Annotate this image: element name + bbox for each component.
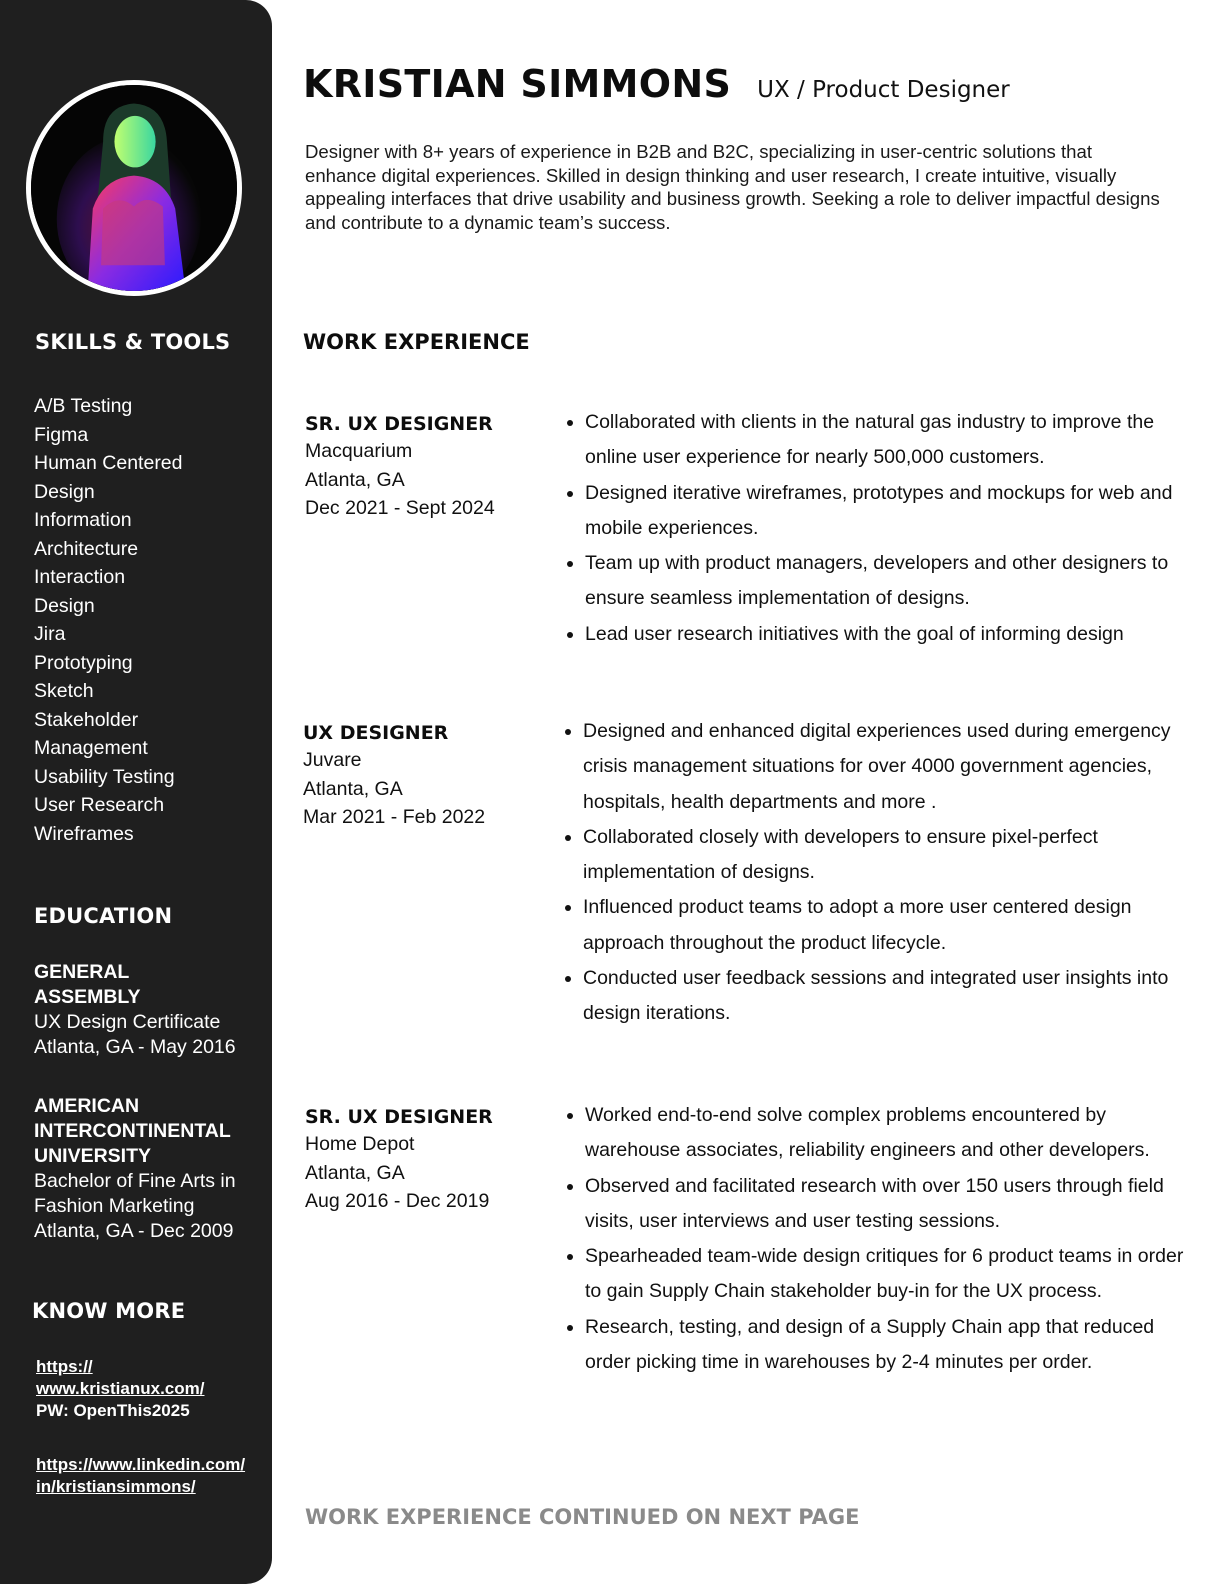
skills-heading: SKILLS & TOOLS	[35, 330, 231, 354]
job-title: SR. UX DESIGNER	[305, 1106, 493, 1128]
skill-item: User Research	[34, 794, 165, 816]
skill-item: Design	[34, 594, 95, 617]
sidebar	[0, 0, 272, 1584]
degree: Fashion Marketing	[34, 1195, 195, 1217]
job-bullet: • Collaborated with clients in the natural gas industry to improve the online user experience for nearly 500,000 customers.	[585, 405, 1195, 476]
school-name: AMERICAN	[34, 1095, 140, 1117]
education-entry	[34, 1094, 259, 1244]
education-detail: Atlanta, GA - Dec 2009	[34, 1220, 234, 1242]
profile-photo-illustration	[31, 85, 237, 291]
linkedin-link[interactable]	[36, 1454, 261, 1498]
skill-item: A/B Testing	[34, 395, 133, 417]
school-name: ASSEMBLY	[34, 986, 141, 1008]
skill-item: Prototyping	[34, 651, 133, 674]
job-location: Atlanta, GA	[305, 468, 405, 491]
job-bullet: • Spearheaded team-wide design critiques for 6 product teams in order to gain Supply Chain stakeholder buy-in for the UX process.	[585, 1239, 1195, 1310]
portfolio-link[interactable]	[36, 1356, 261, 1400]
know-more-heading: KNOW MORE	[32, 1299, 186, 1323]
skill-item: Architecture	[34, 537, 139, 560]
job-bullet: • Conducted user feedback sessions and integrated user insights into design iterations.	[583, 961, 1193, 1032]
job-location: Atlanta, GA	[303, 777, 403, 800]
job-dates: Dec 2021 - Sept 2024	[305, 497, 495, 519]
skill-item: Figma	[34, 423, 89, 446]
job-bullets	[563, 1098, 1195, 1380]
job-bullets	[561, 714, 1193, 1032]
school-name: GENERAL	[34, 961, 130, 983]
candidate-name: KRISTIAN SIMMONS	[303, 62, 732, 106]
skill-item: Wireframes	[34, 822, 134, 845]
profile-summary: Designer with 8+ years of experience in B2B and B2C, specializing in user-centric solutions that enhance digital experiences. Skilled in design thinking and user research, I create intuitive, visually appealing interfaces that drive usability and business growth. Seeking a role to deliver impactful designs and contribute to a dynamic team’s success.	[305, 141, 1160, 233]
education-heading: EDUCATION	[34, 904, 173, 928]
job-company: Juvare	[303, 749, 362, 771]
skill-item: Information	[34, 509, 132, 531]
skill-item: Management	[34, 737, 148, 759]
job-location: Atlanta, GA	[305, 1161, 405, 1184]
job-bullet: • Lead user research initiatives with the goal of informing design	[585, 617, 1195, 652]
job-bullet: • Team up with product managers, developers and other designers to ensure seamless implementation of designs.	[585, 546, 1195, 617]
job-details	[305, 1104, 545, 1216]
job-company: Macquarium	[305, 440, 413, 462]
job-bullet: • Collaborated closely with developers to ensure pixel-perfect implementation of designs.	[583, 820, 1193, 891]
job-bullets	[563, 405, 1195, 652]
profile-photo	[26, 80, 242, 296]
skill-item: Stakeholder	[34, 708, 139, 731]
continued-note: WORK EXPERIENCE CONTINUED ON NEXT PAGE	[305, 1505, 860, 1529]
portfolio-link-text: https://	[36, 1357, 93, 1376]
job-bullet: • Observed and facilitated research with over 150 users through field visits, user interviews and user testing sessions.	[585, 1169, 1195, 1240]
degree: UX Design Certificate	[34, 1011, 221, 1033]
job-bullet: • Influenced product teams to adopt a more user centered design approach throughout the product lifecycle.	[583, 890, 1193, 961]
job-details	[305, 411, 545, 523]
skill-item: Usability Testing	[34, 765, 175, 788]
school-name: UNIVERSITY	[34, 1145, 152, 1167]
header	[303, 62, 1010, 106]
skill-item: Jira	[34, 623, 66, 645]
education-detail: Atlanta, GA - May 2016	[34, 1036, 236, 1058]
job-bullet: • Designed iterative wireframes, prototypes and mockups for web and mobile experiences.	[585, 476, 1195, 547]
job-bullet: • Designed and enhanced digital experiences used during emergency crisis management situations for over 4000 government agencies, hospitals, health departments and more .	[583, 714, 1193, 820]
job-company: Home Depot	[305, 1133, 415, 1155]
job-title: SR. UX DESIGNER	[305, 413, 493, 435]
skill-item: Human Centered	[34, 452, 183, 474]
portfolio-password: PW: OpenThis2025	[36, 1401, 190, 1420]
linkedin-link-text: https://www.linkedin.com/	[36, 1455, 246, 1474]
job-dates: Aug 2016 - Dec 2019	[305, 1190, 490, 1212]
linkedin-link-text: in/kristiansimmons/	[36, 1477, 196, 1496]
links-block	[36, 1356, 261, 1498]
job-title: UX DESIGNER	[303, 722, 449, 744]
portfolio-link-text: www.kristianux.com/	[36, 1379, 205, 1398]
degree: Bachelor of Fine Arts in	[34, 1170, 236, 1192]
job-bullet: • Research, testing, and design of a Supply Chain app that reduced order picking time in warehouses by 2-4 minutes per order.	[585, 1310, 1195, 1381]
skill-item: Design	[34, 480, 95, 503]
candidate-role: UX / Product Designer	[757, 77, 1010, 103]
skill-item: Sketch	[34, 680, 94, 702]
education-entry	[34, 960, 259, 1060]
work-experience-heading: WORK EXPERIENCE	[303, 330, 530, 354]
skill-item: Interaction	[34, 566, 126, 588]
job-bullet: • Worked end-to-end solve complex problems encountered by warehouse associates, reliability engineers and other developers.	[585, 1098, 1195, 1169]
school-name: INTERCONTINENTAL	[34, 1120, 231, 1142]
job-details	[303, 720, 543, 832]
job-dates: Mar 2021 - Feb 2022	[303, 806, 486, 828]
skills-list	[34, 392, 234, 848]
